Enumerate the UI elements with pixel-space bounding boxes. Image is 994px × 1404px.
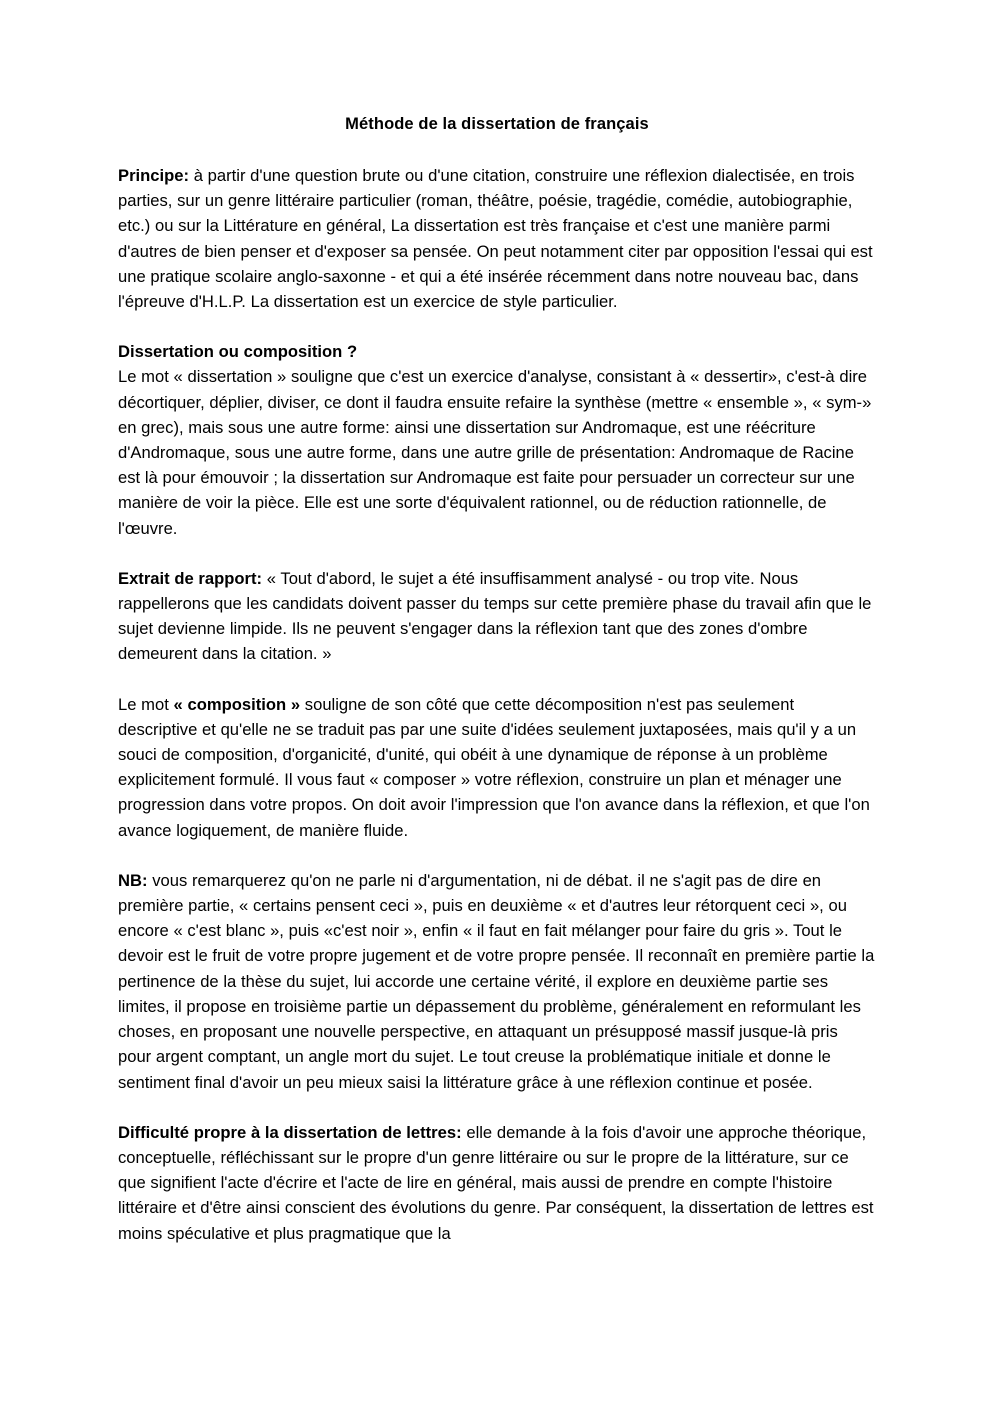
emphasis-composition: « composition » <box>173 694 301 714</box>
paragraph-text-nb: vous remarquerez qu'on ne parle ni d'argumentation, ni de débat. il ne s'agit pas de dire en première partie, « certains pensent ceci », puis en deuxième « et d'autres leur rétorquent ceci », ou encore « c'est blanc », puis «c'est noir », enfin « il faut en fait mélanger pour faire du gris ». Tout le devoir est le fruit de votre propre jugement et de votre propre pensée. Il reconnaît en première partie la pertinence de la thèse du sujet, lui accorde une certaine vérité, il explore en deuxième partie ses limites, il propose en troisième partie un dépassement du problème, généralement en reformulant les choses, en proposant une nouvelle perspective, en attaquant un présupposé massif jusque-là pris pour argent comptant, un angle mort du sujet. Le tout creuse la problématique initiale et donne le sentiment final d'avoir un peu mieux saisi la littérature grâce à une réflexion continue et posée. <box>118 870 875 1092</box>
paragraph-composition <box>118 692 875 843</box>
paragraph-text-composition-before: Le mot <box>118 694 174 714</box>
paragraph-nb <box>118 868 875 1095</box>
page-title: Méthode de la dissertation de français <box>345 115 649 133</box>
paragraph-text-dissertation-ou-composition: Le mot « dissertation » souligne que c'est un exercice d'analyse, consistant à « dessertir», c'est-à dire décortiquer, déplier, diviser, ce dont il faudra ensuite refaire la synthèse (mettre « ensemble », « sym-» en grec), mais sous une autre forme: ainsi une dissertation sur Andromaque, est une réécriture d'Andromaque, sous une autre forme, dans une autre grille de présentation: Andromaque de Racine est là pour émouvoir ; la dissertation sur Andromaque est faite pour persuader un correcteur sur une manière de voir la pièce. Elle est une sorte d'équivalent rationnel, ou de réduction rationnelle, de l'œuvre. <box>118 367 872 538</box>
paragraph-dissertation-ou-composition <box>118 339 875 541</box>
paragraph-text-composition: souligne de son côté que cette décomposition n'est pas seulement descriptive et qu'elle ne se traduit pas par une suite d'idées seulement juxtaposées, mais qu'il y a un souci de composition, d'organicité, d'unité, qui obéit à une dynamique de réponse à un problème explicitement formulé. Il vous faut « composer » votre réflexion, construire un plan et ménager une progression dans votre propos. On doit avoir l'impression que l'on avance dans la réflexion, et que l'on avance logiquement, de manière fluide. <box>118 694 870 840</box>
paragraph-extrait-de-rapport <box>118 566 875 667</box>
document-body <box>118 163 875 1246</box>
paragraph-difficulte-propre <box>118 1120 875 1246</box>
paragraph-lead-principe: Principe: <box>118 166 190 185</box>
paragraph-lead-difficulte-propre: Difficulté propre à la dissertation de lettres: <box>118 1122 462 1142</box>
paragraph-text-extrait-de-rapport: « Tout d'abord, le sujet a été insuffisamment analysé - ou trop vite. Nous rappellerons que les candidats doivent passer du temps sur cette première phase du travail afin que le sujet devienne limpide. Ils ne peuvent s'engager dans la réflexion tant que des zones d'ombre demeurent dans la citation. » <box>118 568 872 664</box>
paragraph-text-difficulte-propre: elle demande à la fois d'avoir une approche théorique, conceptuelle, réfléchissant sur le propre d'un genre littéraire ou sur le propre de la littérature, sur ce que signifient l'acte d'écrire et l'acte de lire en général, mais aussi de prendre en compte l'histoire littéraire et d'être ainsi conscient des évolutions du genre. Par conséquent, la dissertation de lettres est moins spéculative et plus pragmatique que la <box>118 1122 874 1243</box>
paragraph-text-principe: à partir d'une question brute ou d'une citation, construire une réflexion dialectisée, en trois parties, sur un genre littéraire particulier (roman, théâtre, poésie, tragédie, comédie, autobiographie, etc.) ou sur la Littérature en général, La dissertation est très française et c'est une manière parmi d'autres de bien penser et d'exposer sa pensée. On peut notamment citer par opposition l'essai qui est une pratique scolaire anglo-saxonne - et qui a été insérée récemment dans notre nouveau bac, dans l'épreuve d'H.L.P. La dissertation est un exercice de style particulier. <box>118 166 873 312</box>
paragraph-lead-extrait-de-rapport: Extrait de rapport: <box>118 568 263 588</box>
paragraph-principe <box>118 163 875 314</box>
subheading-dissertation-ou-composition: Dissertation ou composition ? <box>118 342 358 362</box>
paragraph-lead-nb: NB: <box>118 870 148 890</box>
